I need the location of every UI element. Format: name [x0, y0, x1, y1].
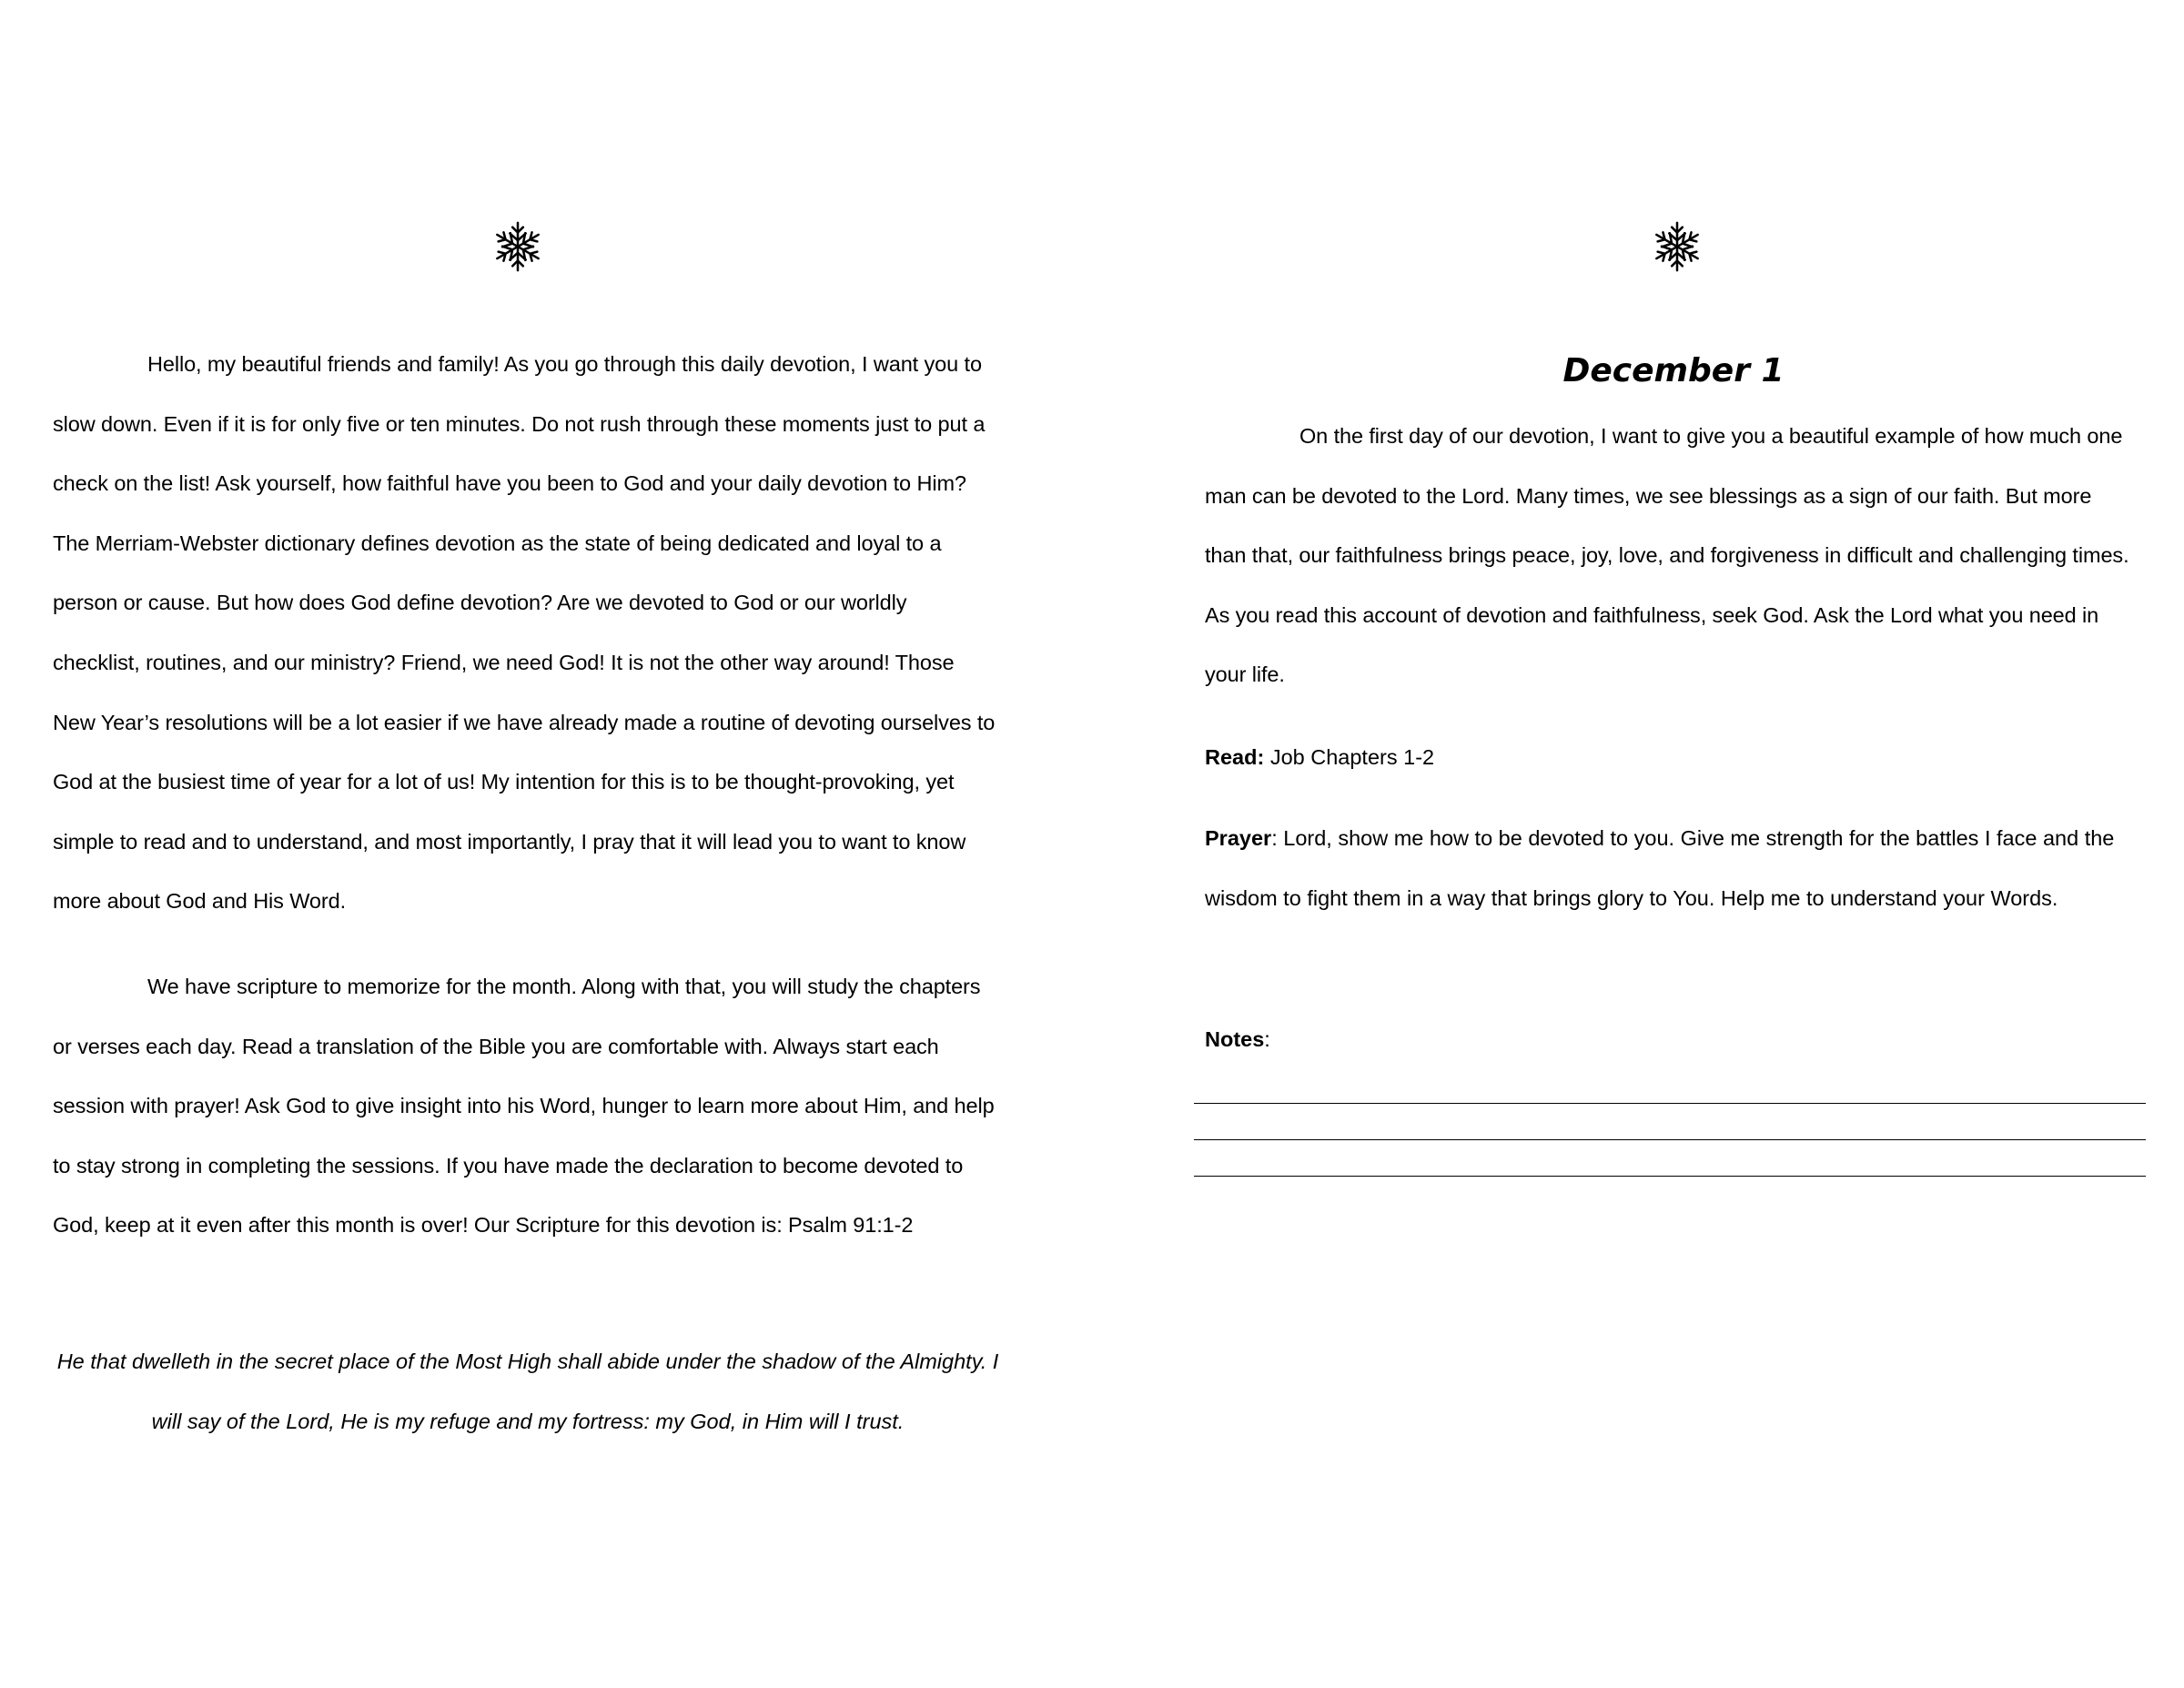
read-label: Read:: [1205, 745, 1265, 769]
prayer-value: : Lord, show me how to be devoted to you. Give me strength for the battles I face and the wisdom to fight them in a way that brings glory to You. Help me to understand your Words.: [1205, 826, 2115, 910]
notes-line: [1194, 1139, 2146, 1140]
devotion-paragraph: On the first day of our devotion, I want to give you a beautiful example of how much one man can be devoted to the Lord. Many times, we see blessings as a sign of our faith. But more than that, our faithfulness brings peace, joy, love, and forgiveness in difficult and challenging times. As you read this account of devotion and faithfulness, seek God. Ask the Lord what you need in your life.: [1205, 424, 2129, 687]
prayer-label: Prayer: [1205, 826, 1272, 850]
snowflake-icon: [490, 218, 546, 275]
read-field: [1205, 728, 2142, 788]
notes-line: [1194, 1176, 2146, 1177]
snowflake-icon: [1649, 218, 1705, 275]
scripture-quote: He that dwelleth in the secret place of the Most High shall abide under the shadow of the Almighty. I will say of the Lord, He is my refuge and my fortress: my God, in Him will I trust.: [56, 1349, 999, 1433]
notes-label: Notes: [1205, 1027, 1265, 1051]
notes-colon: :: [1264, 1027, 1270, 1051]
notes-field: [1205, 1010, 2142, 1070]
prayer-field: [1205, 809, 2133, 928]
scripture-paragraph: We have scripture to memorize for the month. Along with that, you will study the chapters or verses each day. Read a translation of the Bible you are comfortable with. Always start each session with prayer! Ask God to give insight into his Word, hunger to learn more about Him, and help to stay strong in completing the sessions. If you have made the declaration to become devoted to God, keep at it even after this month is over! Our Scripture for this devotion is: Psalm 91:1-2: [53, 975, 995, 1238]
read-value: Job Chapters 1-2: [1264, 745, 1435, 769]
page-title: December 1: [1562, 352, 1785, 389]
notes-line: [1194, 1103, 2146, 1104]
intro-paragraph: Hello, my beautiful friends and family! As you go through this daily devotion, I want you to slow down. Even if it is for only five or ten minutes. Do not rush through these moments just to put a check on the list! Ask yourself, how faithful have you been to God and your daily devotion to Him? The Merriam-Webster dictionary defines devotion as the state of being dedicated and loyal to a person or cause. But how does God define devotion? Are we devoted to God or our worldly checklist, routines, and our ministry? Friend, we need God! It is not the other way around! Those New Year’s resolutions will be a lot easier if we have already made a routine of devoting ourselves to God at the busiest time of year for a lot of us! My intention for this is to be thought-provoking, yet simple to read and to understand, and most importantly, I pray that it will lead you to want to know more about God and His Word.: [53, 352, 996, 914]
